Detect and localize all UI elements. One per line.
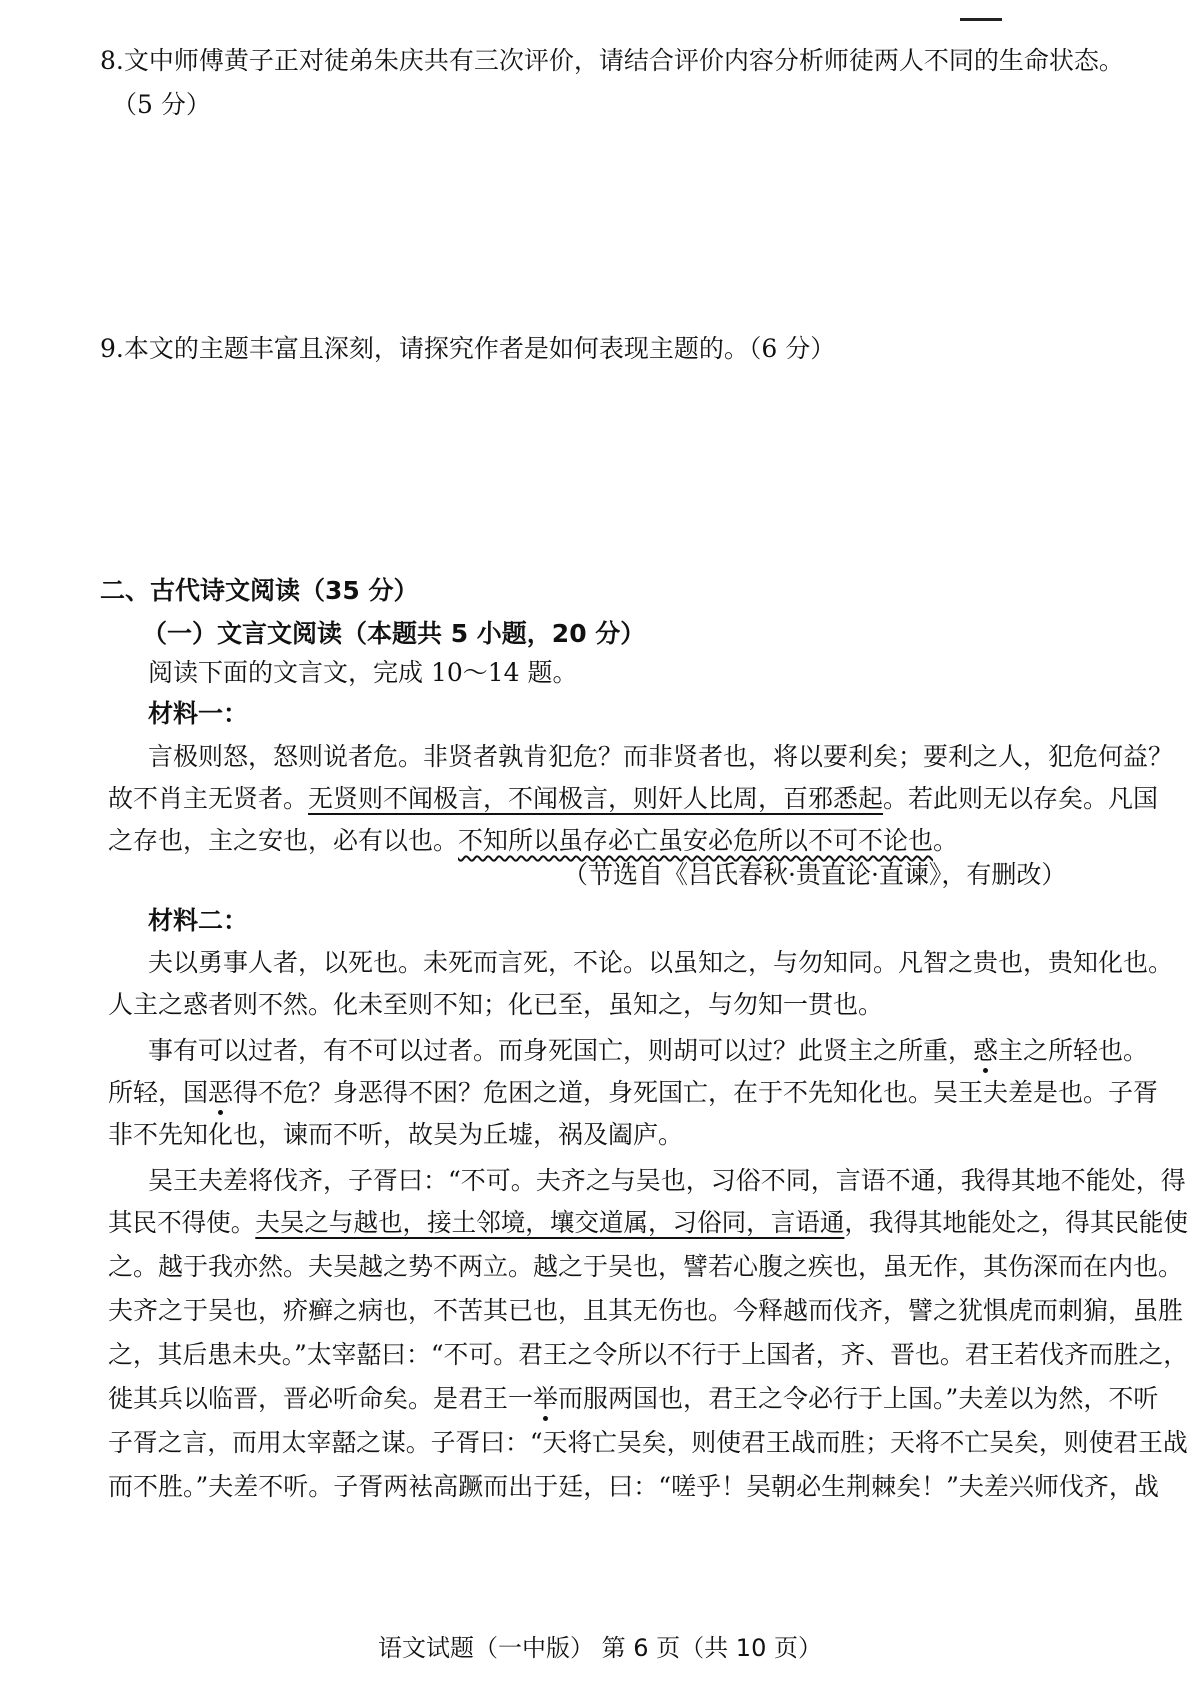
emphasized-char: 举 (533, 1384, 559, 1413)
text-span: 之存也，主之安也，必有以也。 (108, 826, 459, 855)
underlined-sentence: 无贤则不闻极言，不闻极言，则奸人比周，百邪悉起 (308, 784, 884, 813)
material-2-para-2-line-2 (108, 1076, 1158, 1110)
material-1-line-1: 言极则怒，怒则说者危。非贤者孰肯犯危？而非贤者也，将以要利矣；要利之人，犯危何益？ (148, 742, 1174, 771)
question-8-text: 8.文中师傅黄子正对徒弟朱庆共有三次评价，请结合评价内容分析师徒两人不同的生命状态。 (100, 46, 1124, 75)
top-corner-mark (960, 18, 1002, 21)
wavy-underlined-sentence: 不知所以虽存必亡虽安必危所以不可不论也 (458, 826, 934, 855)
text-span: 徙其兵以临晋，晋必听命矣。是君王一 (108, 1384, 534, 1413)
text-span: 其民不得使。 (108, 1208, 256, 1237)
material-1-label: 材料一： (148, 699, 249, 728)
material-2-para-3-line-3: 之。越于我亦然。夫吴越之势不两立。越之于吴也，譬若心腹之疾也，虽无作，其伤深而在内也。 (108, 1252, 1184, 1281)
material-2-para-3-line-2 (108, 1206, 1188, 1240)
section-heading: 二、古代诗文阅读（35 分） (100, 576, 419, 605)
instruction: 阅读下面的文言文，完成 10～14 题。 (148, 658, 578, 687)
emphasized-char: 恶 (208, 1078, 234, 1107)
material-2-para-3-line-4: 夫齐之于吴也，疥癣之病也，不苦其已也，且其无伤也。今释越而伐齐，譬之犹惧虎而刺猏，虽胜 (108, 1296, 1184, 1325)
text-span: 故不肖主无贤者。 (108, 784, 309, 813)
text-span: 得不危？身恶得不困？危困之道，身死国亡，在于不先知化也。吴王夫差是也。子胥 (233, 1078, 1159, 1107)
underlined-sentence: 夫吴之与越也，接土邻境，壤交道属，习俗同，言语通 (255, 1208, 845, 1237)
text-span: 所轻，国 (108, 1078, 209, 1107)
material-2-para-1-line-2: 人主之惑者则不然。化未至则不知；化已至，虽知之，与勿知一贯也。 (108, 990, 884, 1019)
text-span: 主之所轻也。 (998, 1036, 1149, 1065)
material-2-para-3-line-7: 子胥之言，而用太宰嚭之谋。子胥曰：“天将亡吴矣，则使君王战而胜；天将不亡吴矣，则使君王战 (108, 1428, 1188, 1457)
sub-heading: （一）文言文阅读（本题共 5 小题，20 分） (142, 619, 646, 648)
material-1-line-3 (108, 824, 958, 858)
page-footer: 语文试题（一中版） 第 6 页（共 10 页） (378, 1634, 822, 1662)
material-2-para-3-line-8: 而不胜。”夫差不听。子胥两袪高蹶而出于廷，曰：“嗟乎！吴朝必生荆棘矣！”夫差兴师伐齐，战 (108, 1472, 1159, 1501)
material-2-para-2-line-3: 非不先知化也，谏而不听，故吴为丘墟，祸及阖庐。 (108, 1120, 684, 1149)
material-2-para-3-line-1: 吴王夫差将伐齐，子胥曰：“不可。夫齐之与吴也，习俗不同，言语不通，我得其地不能处，得 (148, 1166, 1186, 1195)
question-8-score: （5 分） (112, 90, 211, 119)
text-span: 。若此则无以存矣。凡国 (883, 784, 1159, 813)
text-span: 而服两国也，君王之令必行于上国。”夫差以为然，不听 (558, 1384, 1159, 1413)
question-9: 9.本文的主题丰富且深刻，请探究作者是如何表现主题的。（6 分） (100, 334, 836, 363)
text-span: 事有可以过者，有不可以过者。而身死国亡，则胡可以过？此贤主之所重， (148, 1036, 974, 1065)
question-8 (100, 44, 1124, 78)
emphasized-char: 惑 (973, 1036, 999, 1065)
material-2-label: 材料二： (148, 906, 249, 935)
material-2-para-1-line-1: 夫以勇事人者，以死也。未死而言死，不论。以虽知之，与勿知同。凡智之贵也，贵知化也。 (148, 948, 1174, 977)
text-span: ，我得其地能处之，得其民能使 (844, 1208, 1189, 1237)
material-2-para-3-line-6 (108, 1382, 1158, 1416)
material-2-para-3-line-5: 之，其后患未央。”太宰嚭曰：“不可。君王之令所以不行于上国者，齐、晋也。君王若伐齐而胜之， (108, 1340, 1189, 1369)
material-2-para-2-line-1 (148, 1034, 1148, 1068)
material-1-line-2 (108, 782, 1158, 816)
text-span: 。 (933, 826, 959, 855)
material-1-source: （节选自《吕氏春秋·贵直论·直谏》，有删改） (563, 860, 1067, 889)
